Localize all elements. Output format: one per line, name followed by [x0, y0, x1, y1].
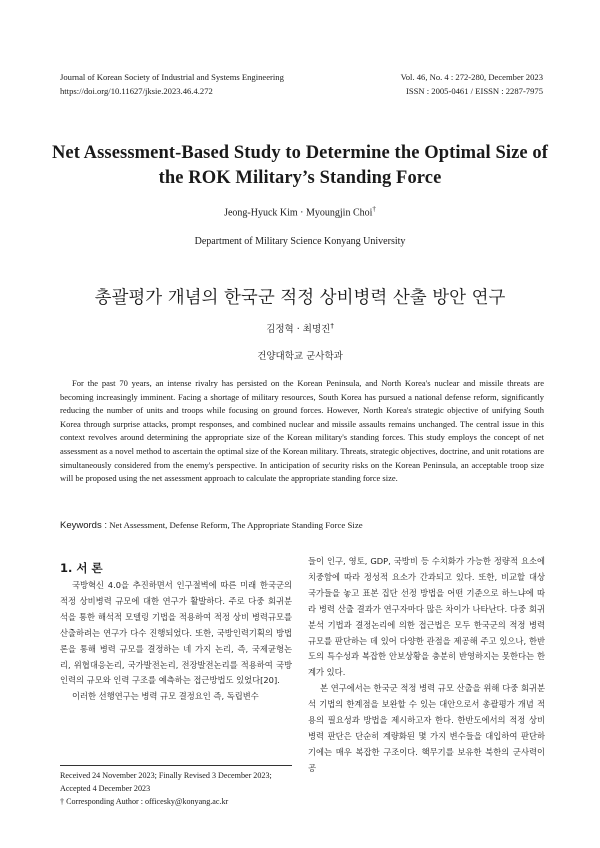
abstract: For the past 70 years, an intense rivalry has persisted on the Korean Peninsula, and North Korea's nuclear and missile threats are becoming increasingly imminent. Facing a shortage of military resources, South Korea has pursued a national defense reform, significantly reducing the number of units and troops while focusing on ground forces. However, North Korea's strategic objective of unifying South Korea through surprise attacks, prompt responses, and combined nuclear and missile assaults remains unchanged. The central issue in this context revolves around determining the appropriate size of the Korean military's standing forces. This study employs the concept of net assessment as a novel method to ascertain the optimal size of the Korean military. Threats, strategic objectives, doctrine, and unit rotations are simultaneously considered from the enemy's perspective. In anticipation of security risks on the Korean Peninsula, an acceptable troop size will be proposed using the net assessment approach to calculate the appropriate standing force size.: [60, 378, 544, 484]
journal-header-right: [401, 70, 543, 98]
body-column-left: [60, 578, 292, 705]
body-paragraph: 본 연구에서는 한국군 적정 병력 규모 산출을 위해 다중 회귀분석 기법의 한계점을 보완할 수 있는 대안으로서 총괄평가 개념 적용의 필요성과 방법을 제시하고자 한다. 한반도에서의 적정 상비병력 판단은 단순히 계량화된 몇 가지 변수들을 대입하여 판단하기에는 매우 복잡한 구조이다. 핵무기를 보유한 북한의 군사력이 공: [308, 683, 545, 773]
section-heading-introduction: 1. 서 론: [60, 561, 103, 575]
paper-title-english: [40, 141, 560, 191]
authors-korean: [0, 321, 600, 335]
body-paragraph: 국방혁신 4.0을 추진하면서 인구절벽에 따른 미래 한국군의 적정 상비병력 규모에 대한 연구가 활발하다. 주로 다중 회귀분석을 통한 해석적 모델링 기법을 적용하여 적정 상비 병력규모를 산출하려는 연구가 다수 진행되었다. 또한, 국방인력기획의 방법론을 통해 병력 규모를 결정하는 네 가지 논리, 즉, 국제균형논리, 위협대응논리, 국가발전논리, 전장발전논리를 적용하여 국방인력의 규모와 인력 구조를 예측하는 접근방법도 있었다[20].: [60, 580, 292, 686]
corresponding-author: † Corresponding Author : officesky@konyang.ac.kr: [60, 796, 229, 806]
doi-link[interactable]: https://doi.org/10.11627/jksie.2023.46.4.272: [60, 86, 213, 96]
body-paragraph-continued: 들이 인구, 영토, GDP, 국방비 등 수치화가 가능한 정량적 요소에 치중함에 따라 정성적 요소가 간과되고 있다. 또한, 비교할 대상 국가들을 놓고 표본 집단 선정 방법을 어떤 기준으로 하느냐에 따라 병력 산출 결과가 연구자마다 많은 차이가 나타난다. 다중 회귀분석 기법과 결정논리에 의한 접근법은 모두 한국군의 적정 병력규모를 판단하는 데 있어 다양한 관점을 제공해 주고 있으나, 한반도의 특수성과 복잡한 안보상황을 충분히 반영하지는 못한다는 한계가 있다.: [308, 556, 545, 678]
body-paragraph: 이러한 선행연구는 병력 규모 결정요인 즉, 독립변수: [72, 691, 259, 702]
volume-info: Vol. 46, No. 4 : 272-280, December 2023: [400, 72, 543, 82]
author-names: Jeong-Hyuck Kim · Myoungjin Choi: [224, 207, 373, 219]
footnote-divider: [60, 765, 292, 766]
keywords-list: Net Assessment, Defense Reform, The Appropriate Standing Force Size: [109, 520, 363, 530]
corresponding-mark: †: [372, 205, 376, 213]
issn-info: ISSN : 2005-0461 / EISSN : 2287-7975: [405, 86, 543, 96]
received-dates: Received 24 November 2023; Finally Revised 3 December 2023;: [60, 771, 272, 780]
paper-title-korean: 총괄평가 개념의 한국군 적정 상비병력 산출 방안 연구: [94, 288, 506, 308]
author-names-ko: 김정혁 · 최명진: [266, 324, 331, 335]
affiliation-english: Department of Military Science Konyang University: [194, 236, 406, 247]
authors-english: [0, 205, 600, 218]
corresponding-mark-ko: †: [330, 321, 334, 330]
title-line-2: the ROK Military’s Standing Force: [158, 168, 442, 188]
title-line-1: Net Assessment-Based Study to Determine the Optimal Size of: [51, 143, 549, 163]
keywords-line: [60, 520, 363, 531]
affiliation-korean: 건양대학교 군사학과: [257, 351, 343, 362]
keywords-label: Keywords :: [60, 520, 107, 531]
body-column-right: [308, 554, 545, 777]
accepted-date: Accepted 4 December 2023: [60, 783, 151, 793]
footnotes: [60, 770, 300, 808]
journal-header-left: [60, 70, 284, 98]
journal-name: Journal of Korean Society of Industrial and Systems Engineering: [60, 72, 284, 82]
